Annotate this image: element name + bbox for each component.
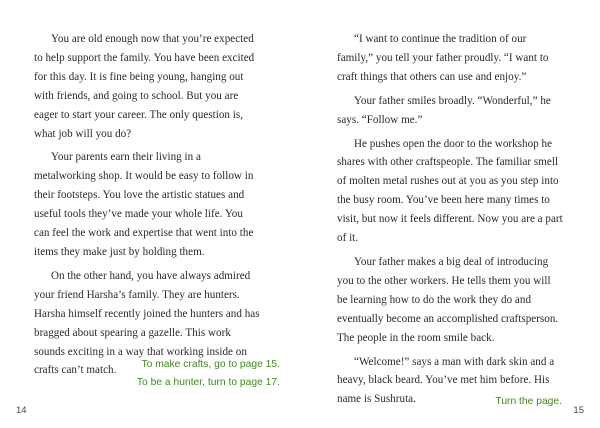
right-text-column (337, 30, 563, 414)
paragraph: “Welcome!” says a man with dark skin and a heavy, black beard. You’ve met him before. His name is Sushruta. (337, 355, 555, 406)
choice-be-hunter[interactable]: To be a hunter, turn to page 17. (136, 376, 280, 388)
paragraph: You are old enough now that you’re expected to help support the family. You have been excited for this day. It is fine being young, hanging out with friends, and going to school. But you are eager to start your career. The only question is, what job will you do? (34, 33, 255, 140)
paragraph: “I want to continue the tradition of our family,” you tell your father proudly. “I want to craft things that others can use and enjoy.” (337, 33, 549, 83)
choice-make-crafts[interactable]: To make crafts, go to page 15. (141, 359, 280, 370)
page-number: 15 (573, 405, 584, 416)
paragraph: Your father smiles broadly. “Wonderful,” he says. “Follow me.” (337, 94, 551, 126)
right-page (300, 0, 600, 428)
paragraph: Your parents earn their living in a metalworking shop. It would be easy to follow in their footsteps. You love the artistic statues and useful tools they’ve made your whole life. You can feel the work and expertise that went into the items they make just by holding them. (34, 151, 254, 258)
page-number: 14 (16, 405, 27, 416)
story-choices (137, 356, 280, 391)
turn-the-page-link[interactable]: Turn the page. (495, 396, 562, 407)
left-text-column (34, 30, 260, 385)
paragraph: He pushes open the door to the workshop he shares with other craftspeople. The familiar smell of molten metal rushes out at you as you step into the busy room. You’ve been here many times to visit, but now it feels different. Now you are a part of it. (337, 137, 563, 245)
paragraph: Your father makes a big deal of introducing you to the other workers. He tells them you will be learning how to do the work they do and eventually become an accomplished craftsperson. The people in the room smile back. (337, 255, 559, 344)
paragraph: On the other hand, you have always admired your friend Harsha’s family. They are hunters. Harsha himself recently joined the hunters and has bragged about spearing a gazelle. This work sounds exciting in a way that working inside on crafts can’t match. (34, 269, 260, 377)
